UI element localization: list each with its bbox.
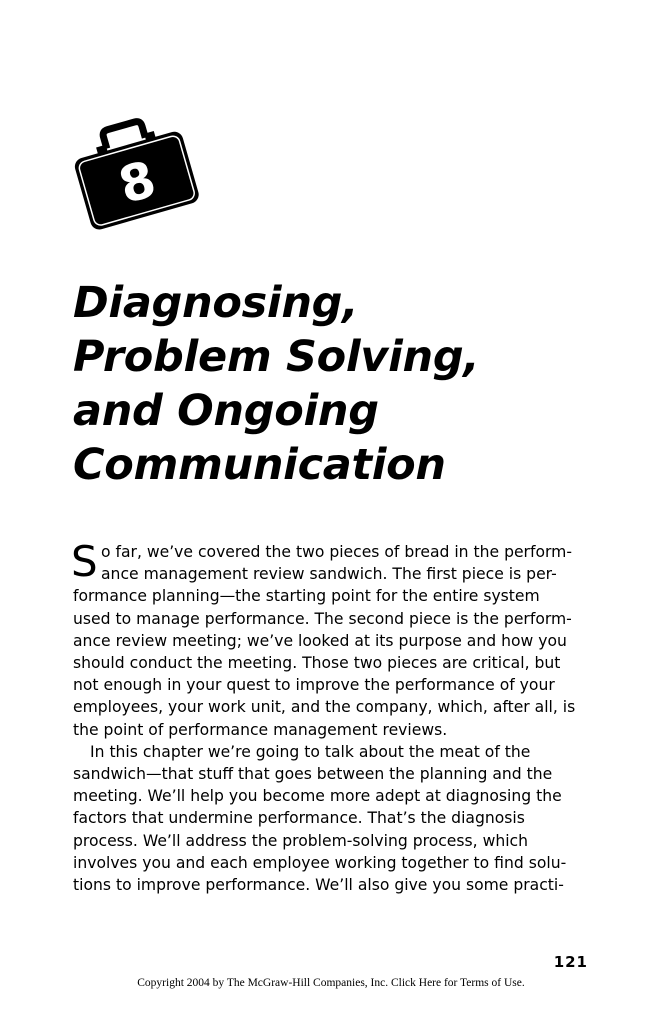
- copyright-notice[interactable]: Copyright 2004 by The McGraw-Hill Companies, Inc. Click Here for Terms of Use.: [137, 977, 525, 989]
- drop-cap: S: [71, 537, 98, 586]
- chapter-title-line: Diagnosing,: [73, 278, 359, 328]
- body-line: not enough in your quest to improve the performance of your: [73, 676, 555, 695]
- body-line: used to manage performance. The second piece is the perform-: [73, 609, 572, 628]
- body-line: involves you and each employee working together to find solu-: [73, 853, 567, 872]
- chapter-title: [73, 276, 633, 492]
- body-line: sandwich—that stuff that goes between the planning and the: [73, 765, 553, 784]
- body-line: process. We’ll address the problem-solving process, which: [73, 831, 528, 850]
- chapter-title-line: and Ongoing: [73, 386, 379, 436]
- body-line: tions to improve performance. We’ll also give you some practi-: [73, 876, 564, 895]
- body-line: o far, we’ve covered the two pieces of bread in the perform-: [101, 543, 572, 561]
- body-line: should conduct the meeting. Those two pieces are critical, but: [73, 654, 561, 673]
- chapter-title-line: Communication: [73, 440, 446, 490]
- body-line: meeting. We’ll help you become more adept at diagnosing the: [73, 787, 562, 806]
- body-line: employees, your work unit, and the company, which, after all, is: [73, 698, 576, 717]
- body-line: the point of performance management reviews.: [73, 720, 448, 739]
- page-number: 121: [553, 953, 588, 971]
- body-line: formance planning—the starting point for the entire system: [73, 587, 540, 606]
- chapter-title-line: Problem Solving,: [73, 332, 480, 382]
- chapter-badge: [66, 112, 204, 234]
- body-line: In this chapter we’re going to talk about the meat of the: [90, 742, 531, 761]
- body-text: [71, 537, 593, 896]
- body-line: ance review meeting; we’ve looked at its purpose and how you: [73, 631, 567, 650]
- chapter-number: 8: [112, 149, 163, 216]
- briefcase-icon: [66, 112, 204, 234]
- body-line: factors that undermine performance. That’s the diagnosis: [73, 809, 525, 828]
- body-line: ance management review sandwich. The first piece is per-: [101, 565, 557, 584]
